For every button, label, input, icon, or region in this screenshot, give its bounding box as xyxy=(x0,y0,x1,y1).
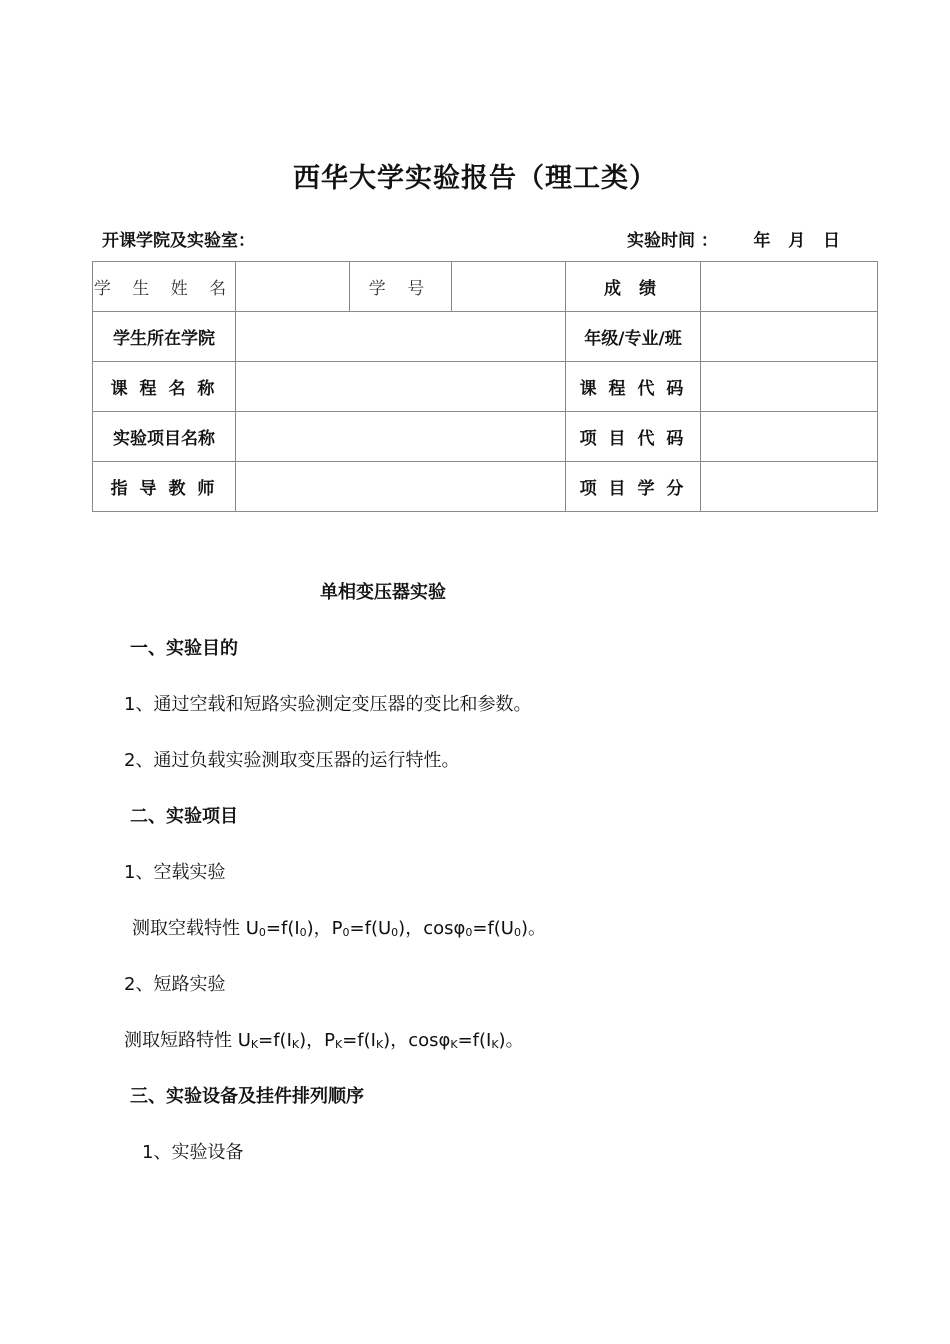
score-value[interactable] xyxy=(701,262,878,312)
paragraph: 2、短路实验 xyxy=(124,974,226,995)
student-college-value[interactable] xyxy=(236,312,566,362)
experiment-title: 单相变压器实验 xyxy=(320,582,446,603)
student-name-value[interactable] xyxy=(236,262,350,312)
project-code-value[interactable] xyxy=(701,412,878,462)
course-code-label: 课 程 代 码 xyxy=(566,362,701,412)
course-code-value[interactable] xyxy=(701,362,878,412)
year-label: 年 xyxy=(753,231,771,251)
project-name-label: 实验项目名称 xyxy=(93,412,236,462)
instructor-value[interactable] xyxy=(236,462,566,512)
paragraph: 2、通过负载实验测取变压器的运行特性。 xyxy=(124,750,460,771)
college-lab-label: 开课学院及实验室： xyxy=(102,231,255,251)
grade-major-class-value[interactable] xyxy=(701,312,878,362)
instructor-label: 指 导 教 师 xyxy=(93,462,236,512)
course-name-value[interactable] xyxy=(236,362,566,412)
experiment-time-label: 实验时间 ： xyxy=(627,231,718,251)
student-id-label: 学 号 xyxy=(350,262,452,312)
table-row xyxy=(93,412,878,462)
student-id-value[interactable] xyxy=(452,262,566,312)
section-heading: 三、实验设备及挂件排列顺序 xyxy=(130,1086,364,1107)
project-code-label: 项 目 代 码 xyxy=(566,412,701,462)
student-college-label: 学生所在学院 xyxy=(93,312,236,362)
student-name-label: 学 生 姓 名 xyxy=(93,262,236,312)
project-credit-label: 项 目 学 分 xyxy=(566,462,701,512)
table-row xyxy=(93,262,878,312)
table-row xyxy=(93,312,878,362)
project-name-value[interactable] xyxy=(236,412,566,462)
formula-paragraph: 测取短路特性 $U_K=f(I_K)$，$P_K=f(I_K)$，$\cos\varphi_K=f(I_K)$。 xyxy=(124,1030,524,1051)
section-heading: 一、实验目的 xyxy=(130,638,238,659)
info-table xyxy=(92,261,878,512)
table-row xyxy=(93,362,878,412)
project-credit-value[interactable] xyxy=(701,462,878,512)
experiment-time xyxy=(627,226,840,251)
score-label: 成 绩 xyxy=(566,262,701,312)
formula-paragraph: 测取空载特性 $U_0=f(I_0)$，$P_0=f(U_0)$，$\cos\varphi_0=f(U_0)$。 xyxy=(132,918,547,939)
report-title: 西华大学实验报告（理工类） xyxy=(293,163,657,194)
paragraph: 1、空载实验 xyxy=(124,862,226,883)
paragraph: 1、通过空载和短路实验测定变压器的变比和参数。 xyxy=(124,694,532,715)
paragraph: 1、实验设备 xyxy=(142,1142,244,1163)
course-name-label: 课 程 名 称 xyxy=(93,362,236,412)
table-row xyxy=(93,462,878,512)
grade-major-class-label: 年级/专业/班 xyxy=(566,312,701,362)
section-heading: 二、实验项目 xyxy=(130,806,238,827)
month-label: 月 xyxy=(788,231,806,251)
day-label: 日 xyxy=(822,231,840,251)
